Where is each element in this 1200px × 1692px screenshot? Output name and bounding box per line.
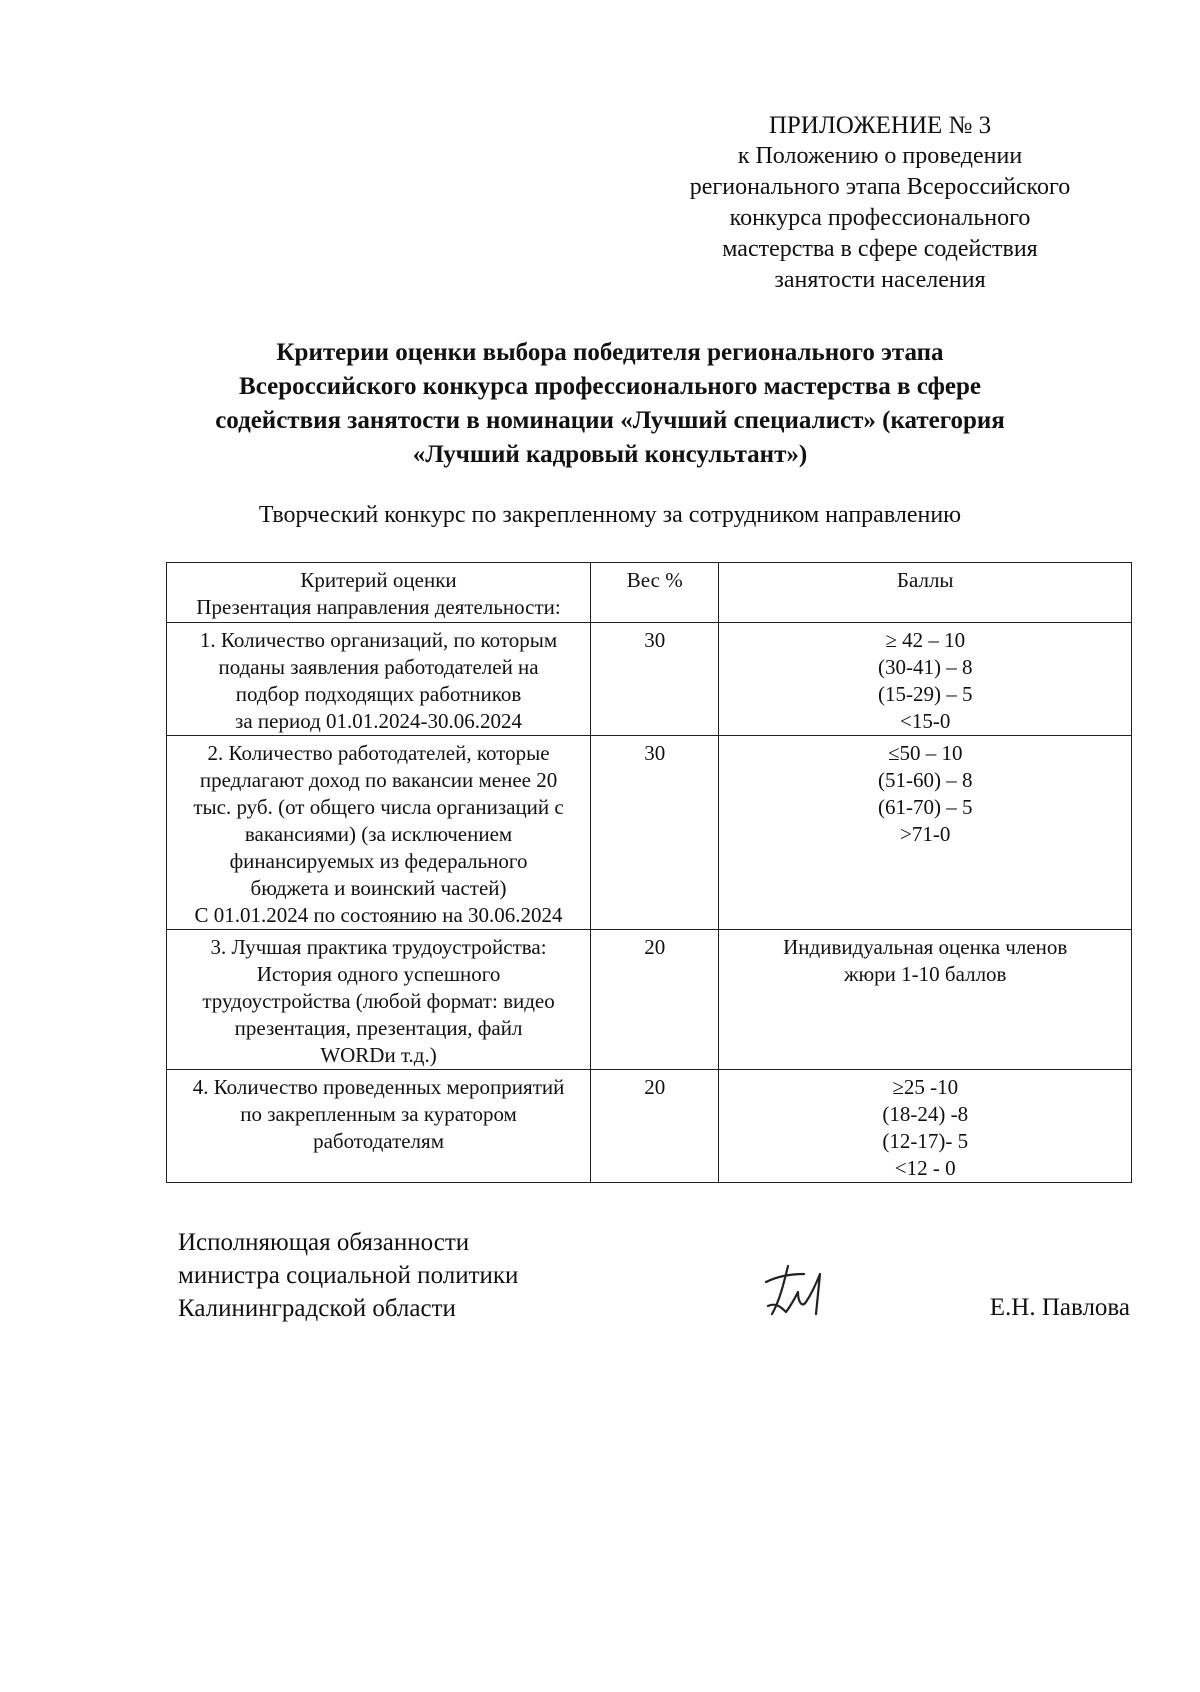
header-score: Баллы bbox=[719, 563, 1132, 623]
document-title bbox=[150, 336, 1070, 472]
criterion-line: 3. Лучшая практика трудоустройства: bbox=[210, 935, 547, 959]
weight-cell: 30 bbox=[591, 623, 719, 736]
table-header-row bbox=[167, 563, 1132, 623]
document-subtitle: Творческий конкурс по закрепленному за сотрудником направлению bbox=[258, 502, 962, 528]
weight-cell: 20 bbox=[591, 930, 719, 1070]
appendix-line: мастерства в сфере содействия bbox=[722, 236, 1038, 262]
score-line: <15-0 bbox=[900, 709, 951, 733]
appendix-block bbox=[640, 110, 1120, 296]
criterion-line: WORDи т.д.) bbox=[320, 1043, 437, 1067]
criterion-line: работодателям bbox=[313, 1129, 444, 1153]
score-cell bbox=[719, 1070, 1132, 1183]
score-line: (15-29) – 5 bbox=[877, 682, 973, 706]
handwritten-signature bbox=[758, 1262, 838, 1322]
criterion-line: предлагают доход по вакансии менее 20 bbox=[199, 768, 558, 792]
score-cell bbox=[719, 930, 1132, 1070]
score-line: (18-24) -8 bbox=[882, 1102, 969, 1126]
header-weight: Вес % bbox=[591, 563, 719, 623]
signatory-name: Е.Н. Павлова bbox=[989, 1294, 1130, 1321]
score-line: ≥25 -10 bbox=[892, 1075, 959, 1099]
title-line: содействия занятости в номинации «Лучший специалист» (категория bbox=[215, 407, 1005, 434]
title-line: «Лучший кадровый консультант») bbox=[412, 441, 808, 468]
criterion-line: за период 01.01.2024-30.06.2024 bbox=[235, 709, 523, 733]
score-line: ≥ 42 – 10 bbox=[885, 628, 966, 652]
appendix-line: к Положению о проведении bbox=[737, 143, 1023, 169]
header-criterion-line: Критерий оценки bbox=[300, 568, 457, 592]
score-line: жюри 1-10 баллов bbox=[843, 962, 1007, 986]
criterion-line: поданы заявления работодателей на bbox=[218, 655, 539, 679]
appendix-line: конкурса профессионального bbox=[729, 205, 1031, 231]
criterion-line: 1. Количество организаций, по которым bbox=[199, 628, 558, 652]
appendix-line: регионального этапа Всероссийского bbox=[689, 174, 1071, 200]
score-cell bbox=[719, 623, 1132, 736]
score-line: (51-60) – 8 bbox=[877, 768, 973, 792]
criterion-cell bbox=[167, 736, 591, 930]
score-line: >71-0 bbox=[900, 822, 951, 846]
score-line: (30-41) – 8 bbox=[877, 655, 973, 679]
score-line: <12 - 0 bbox=[894, 1156, 956, 1180]
criterion-line: подбор подходящих работников bbox=[235, 682, 522, 706]
table-row bbox=[167, 623, 1132, 736]
criterion-cell bbox=[167, 1070, 591, 1183]
criterion-line: 4. Количество проведенных мероприятий bbox=[192, 1075, 565, 1099]
title-line: Всероссийского конкурса профессионального мастерства в сфере bbox=[239, 373, 981, 400]
criterion-line: трудоустройства (любой формат: видео bbox=[202, 989, 555, 1013]
signatory-position bbox=[178, 1226, 738, 1325]
criteria-table bbox=[166, 562, 1132, 1183]
score-line: Индивидуальная оценка членов bbox=[783, 935, 1068, 959]
signatory-line: министра социальной политики bbox=[178, 1262, 519, 1289]
criterion-line: презентация, презентация, файл bbox=[234, 1016, 523, 1040]
criterion-line: финансируемых из федерального bbox=[229, 849, 528, 873]
criterion-cell bbox=[167, 623, 591, 736]
criterion-cell bbox=[167, 930, 591, 1070]
table-row bbox=[167, 930, 1132, 1070]
criterion-line: тыс. руб. (от общего числа организаций с bbox=[193, 795, 564, 819]
score-cell bbox=[719, 736, 1132, 930]
criterion-line: по закрепленным за куратором bbox=[240, 1102, 517, 1126]
signatory-line: Исполняющая обязанности bbox=[178, 1229, 470, 1256]
appendix-title: ПРИЛОЖЕНИЕ № 3 bbox=[768, 112, 992, 139]
weight-cell: 30 bbox=[591, 736, 719, 930]
score-line: (12-17)- 5 bbox=[882, 1129, 969, 1153]
table-row bbox=[167, 736, 1132, 930]
appendix-line: занятости населения bbox=[774, 267, 986, 293]
signatory-line: Калининградской области bbox=[178, 1295, 456, 1322]
header-criterion bbox=[167, 563, 591, 623]
criterion-line: 2. Количество работодателей, которые bbox=[207, 741, 550, 765]
score-line: (61-70) – 5 bbox=[877, 795, 973, 819]
criterion-line: бюджета и воинский частей) bbox=[250, 876, 507, 900]
weight-cell: 20 bbox=[591, 1070, 719, 1183]
header-criterion-line: Презентация направления деятельности: bbox=[196, 595, 561, 619]
criterion-line: вакансиями) (за исключением bbox=[244, 822, 513, 846]
score-line: ≤50 – 10 bbox=[887, 741, 963, 765]
criterion-line: С 01.01.2024 по состоянию на 30.06.2024 bbox=[194, 903, 563, 927]
table-row bbox=[167, 1070, 1132, 1183]
criterion-line: История одного успешного bbox=[256, 962, 501, 986]
title-line: Критерии оценки выбора победителя регионального этапа bbox=[276, 339, 944, 366]
